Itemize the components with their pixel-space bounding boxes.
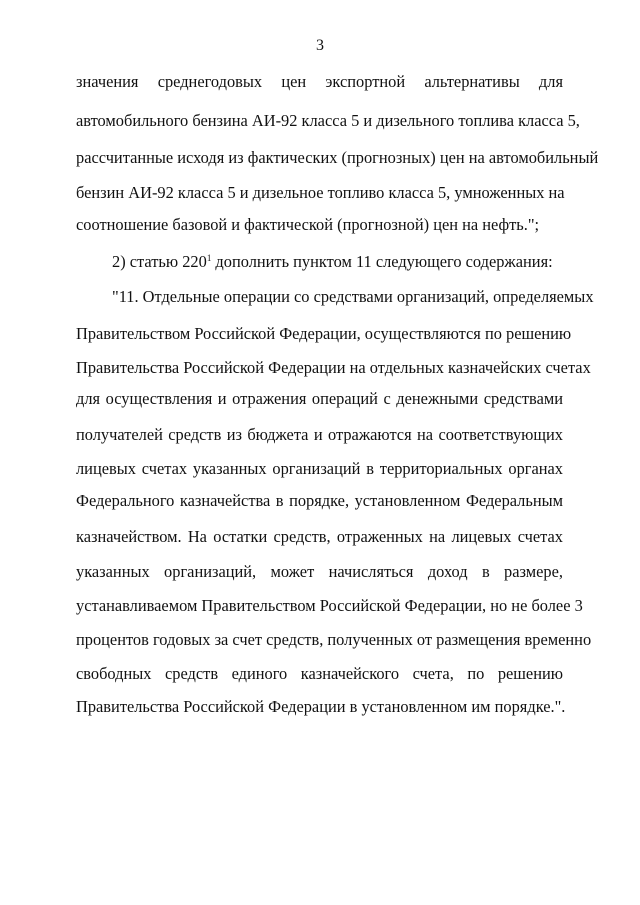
clause-11-line: указанных организаций, может начисляться доход в размере, (76, 562, 563, 581)
page-number: 3 (316, 37, 324, 54)
text-line: значения среднегодовых цен экспортной альтернативы для (76, 72, 563, 91)
clause-11-line: Правительства Российской Федерации на отдельных казначейских счетах (76, 358, 591, 377)
clause-11-line: получателей средств из бюджета и отражаются на соответствующих (76, 425, 563, 444)
clause-11-line: Правительства Российской Федерации в установленном им порядке.". (76, 697, 566, 716)
item-2-superscript: 1 (206, 253, 212, 263)
list-item-2 (112, 252, 563, 272)
clause-11-line: процентов годовых за счет средств, полученных от размещения временно (76, 630, 592, 649)
clause-11-line: лицевых счетах указанных организаций в территориальных органах (76, 459, 563, 478)
clause-11-line: "11. Отдельные операции со средствами организаций, определяемых (112, 287, 594, 306)
text-line: соотношение базовой и фактической (прогнозной) цен на нефть."; (76, 215, 540, 234)
clause-11-line: казначейством. На остатки средств, отраженных на лицевых счетах (76, 527, 563, 546)
item-2-text-start: 2) статью 220 (112, 252, 207, 271)
clause-11-line: для осуществления и отражения операций с денежными средствами (76, 389, 563, 408)
text-line: рассчитанные исходя из фактических (прогнозных) цен на автомобильный (76, 148, 599, 167)
clause-11-line: Правительством Российской Федерации, осуществляются по решению (76, 324, 572, 343)
text-line: бензин АИ-92 класса 5 и дизельное топливо класса 5, умноженных на (76, 183, 565, 202)
item-2-text-end: дополнить пунктом 11 следующего содержания: (211, 252, 553, 271)
clause-11-line: свободных средств единого казначейского счета, по решению (76, 664, 563, 683)
text-line: автомобильного бензина АИ-92 класса 5 и дизельного топлива класса 5, (76, 111, 580, 130)
clause-11-line: Федерального казначейства в порядке, установленном Федеральным (76, 491, 563, 510)
clause-11-line: устанавливаемом Правительством Российской Федерации, но не более 3 (76, 596, 583, 615)
